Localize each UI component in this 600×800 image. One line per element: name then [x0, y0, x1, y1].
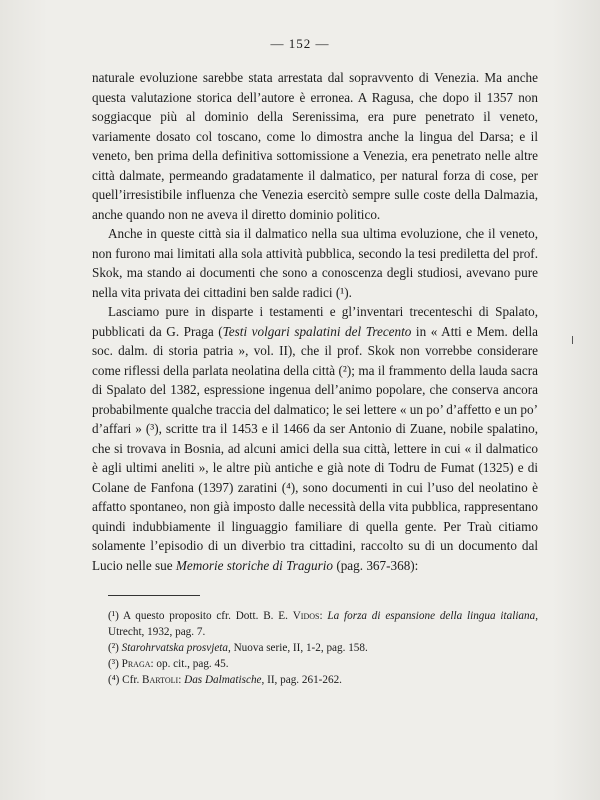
paragraph-1: naturale evoluzione sarebbe stata arrestata dal sopravvento di Venezia. Ma anche questa valutazione storica dell’autore è erronea. A Ragusa, che dopo il 1357 non soggiacque più al dominio della Serenissima, era pure penetrato il veneto, variamente dosato col toscano, come lo dimostra anche la lingua del Darsa; e il veneto, ben prima della definitiva sottomissione a Venezia, era penetrato nelle altre città dalmate, permeando gradatamente il dalmatico, per natural forza di cose, per quell’irresistibile influenza che Venezia esercitò sempre sulle coste della Dalmazia, anche quando non ne aveva il diretto dominio politico.	[92, 70, 538, 222]
footnote-title: Das Dalmatische	[184, 674, 262, 686]
footnote-author: Vidos	[292, 610, 320, 622]
footnote-text: Cfr.	[119, 674, 143, 686]
footnote-mark: (⁴)	[108, 674, 120, 686]
footnote-text: , Utrecht, 1932, pag. 7.	[108, 610, 538, 638]
footnote-mark: (²)	[108, 642, 119, 654]
footnote-text: :	[319, 610, 328, 622]
footnotes	[92, 608, 538, 688]
footnote-text: , Nuova serie, II, 1-2, pag. 158.	[227, 642, 368, 654]
title-testi-volgari: Testi volgari spalatini del Trecento	[222, 323, 412, 339]
body-text	[92, 68, 538, 688]
paragraph-3-text-b: in « Atti e Mem. della soc. dalm. di storia patria », vol. II), che il prof. Skok non vorrebbe considerare come riflessi della parlata neolatina della città (²); ma il frammento della lauda sacra di Spalato del 1382, espressione ingenua dell’animo popolare, che conserva ancora probabilmente qualche traccia del dalmatico; le sei lettere « un po’ d’affetto e un po’ d’affari » (³), scritte tra il 1453 e il 1466 da ser Antonio di Zuane, nobile spalatino, che si trovava in Bosnia, ad alcuni amici della sua città, lettere in cui « il dalmatico è agli ultimi aneliti », le altre più antiche e già note di Todru de Fumat (1325) e di Colane de Fanfona (1397) zaratini (⁴), sono documenti in cui l’uso del neolatino è affatto spontaneo, non già imposto dalle necessità della vita pubblica, rappresentano quindi indubbiamente il linguaggio familiare di quella gente. Per Traù citiamo solamente l’episodio di un diverbio tra cittadini, raccolto su di un documento dal Lucio nelle sue	[92, 323, 538, 573]
footnote-1	[92, 608, 538, 640]
paragraph-3-text-c: (pag. 367-368):	[333, 557, 419, 573]
margin-mark	[572, 336, 573, 344]
paragraph-3	[92, 302, 538, 575]
footnote-mark: (¹)	[108, 610, 119, 622]
footnote-text: , II, pag. 261-262.	[261, 674, 342, 686]
footnote-divider	[108, 595, 200, 596]
footnote-text: A questo proposito cfr. Dott. B. E.	[118, 610, 293, 622]
page-number: — 152 —	[270, 36, 330, 51]
footnote-text: :	[178, 674, 185, 686]
footnote-author: Praga	[121, 658, 151, 670]
footnote-2	[92, 640, 538, 656]
title-memorie-storiche: Memorie storiche di Tragurio	[175, 557, 334, 573]
footnote-title: Starohrvatska prosvjeta	[121, 642, 228, 654]
footnote-4	[92, 672, 538, 688]
footnote-3	[92, 656, 538, 672]
paragraph-3-text-a: Lasciamo pure in disparte i testamenti e gl’inventari trecenteschi di Spalato, pubblicati da G. Praga (	[92, 304, 538, 339]
footnote-author: Bartoli	[142, 674, 179, 686]
footnote-title: La forza di espansione della lingua italiana	[327, 610, 536, 622]
paragraph-2: Anche in queste città sia il dalmatico nella sua ultima evoluzione, che il veneto, non furono mai limitati alla sola attività pubblica, secondo la tesi prediletta del prof. Skok, ma stando ai documenti che sono a conoscenza degli studiosi, avevano pure nella vita privata dei cittadini ben salde radici (¹).	[92, 226, 538, 300]
footnote-text: : op. cit., pag. 45.	[150, 658, 229, 670]
footnote-mark: (³)	[108, 658, 119, 670]
